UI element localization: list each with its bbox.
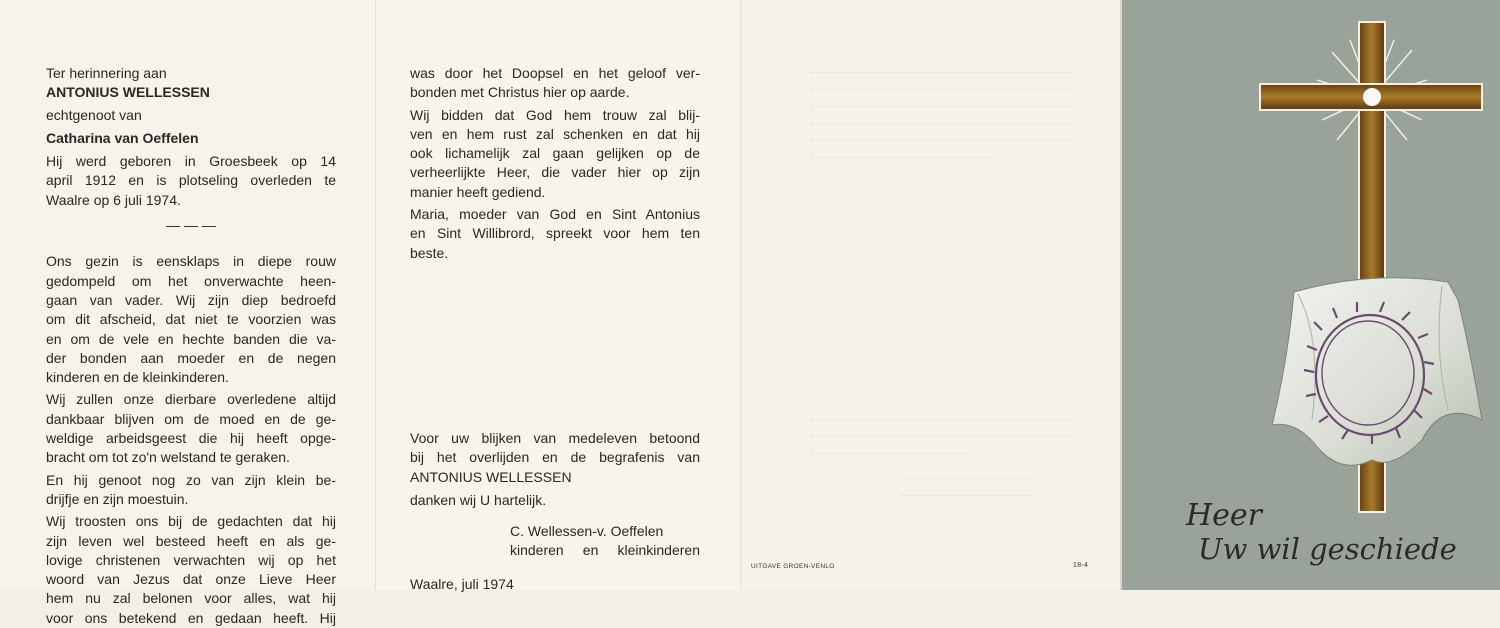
- show-through-text: [811, 58, 1071, 164]
- text-line: Maria, moeder van God en Sint Antonius: [410, 206, 700, 223]
- text-line: kinderen en de kleinkinderen.: [46, 369, 229, 386]
- text-line: bij het overlijden en de begrafenis van: [410, 449, 700, 466]
- deceased-name: ANTONIUS WELLESSEN: [46, 84, 210, 101]
- relation-line: echtgenoot van: [46, 106, 142, 123]
- card-cover: [1120, 0, 1500, 590]
- text-line: en om de vele en hechte banden die va-: [46, 330, 336, 347]
- paragraph-saints: [410, 205, 700, 263]
- text-line: der bonden aan moeder en de negen: [46, 349, 336, 366]
- birth-paragraph: [46, 152, 336, 210]
- text-line: Wij troosten ons bij de gedachten dat hij: [46, 513, 336, 530]
- cross-illustration: [1122, 0, 1500, 590]
- text-line: dankbaar blijven om de moed en de ge-: [46, 410, 336, 427]
- text-line: woord van Jezus dat onze Lieve Heer: [46, 571, 336, 588]
- text-line: bracht om tot zo'n welstand te geraken.: [46, 449, 290, 466]
- text-line: manier heeft gediend.: [410, 183, 546, 200]
- text-line: om dit afscheid, dat niet te voorzien was: [46, 311, 336, 328]
- text-line: verheerlijkte Heer, die vader hier op zijn: [410, 164, 700, 181]
- memorial-text-column-continued: [410, 64, 700, 594]
- text-line: Voor uw blijken van medeleven betoond: [410, 429, 700, 446]
- thanks-block: [410, 429, 700, 510]
- signature-block: [410, 522, 700, 561]
- spouse-name: Catharina van Oeffelen: [46, 129, 199, 146]
- text-line: gaan van vader. Wij zijn diep bedroefd: [46, 291, 336, 308]
- text-line: was door het Doopsel en het geloof ver-: [410, 65, 700, 81]
- text-line: Wij bidden dat God hem trouw zal blij-: [410, 106, 700, 123]
- cover-script-wil: Uw wil geschiede: [1198, 532, 1457, 566]
- text-line: danken wij U hartelijk.: [410, 491, 547, 508]
- text-line: bonden met Christus hier op aarde.: [410, 84, 630, 101]
- card-panel-left: [0, 0, 375, 626]
- text-line: beste.: [410, 244, 449, 261]
- card-code: 18-4: [1073, 562, 1089, 569]
- text-line: hem nu zal belonen voor alles, wat hij: [46, 590, 336, 607]
- text-line: weldige arbeidsgeest die hij heeft opge-: [46, 430, 336, 447]
- text-line: en Sint Willibrord, spreekt voor hem ten: [410, 225, 700, 242]
- publisher-imprint: UITGAVE GROEN-VENLO: [751, 563, 835, 570]
- paragraph-baptism: [410, 64, 700, 103]
- text-line: lovige christenen verwachten wij op het: [46, 551, 336, 568]
- paragraph-grief: [46, 252, 336, 387]
- signature-line: C. Wellessen-v. Oeffelen: [510, 523, 664, 540]
- text-line: gedompeld om het onverwachte heen-: [46, 272, 336, 289]
- text-line: Hij werd geboren in Groesbeek op 14: [46, 153, 336, 170]
- cover-script-heer: Heer: [1186, 498, 1263, 533]
- paragraph-faith: [46, 512, 336, 628]
- place-date: Waalre, juli 1974: [410, 575, 514, 592]
- separator: — — —: [166, 217, 216, 234]
- signature-line: kinderen en kleinkinderen: [510, 542, 700, 559]
- paragraph-gratitude: [46, 390, 336, 467]
- text-line: ven en hem rust zal schenken en dat hij: [410, 125, 700, 142]
- card-panel-center-left: [375, 0, 740, 590]
- text-line: Waalre op 6 juli 1974.: [46, 191, 181, 208]
- text-line: drijfje en zijn moestuin.: [46, 490, 189, 507]
- text-line: voor ons betekend en gedaan heeft. Hij: [46, 609, 336, 626]
- memorial-text-column: [46, 64, 336, 628]
- text-line: zijn leven wel besteed heeft en als ge-: [46, 532, 336, 549]
- paragraph-prayer: [410, 106, 700, 202]
- text-line: ook lichamelijk zal gaan gelijken op de: [410, 145, 700, 162]
- text-line: april 1912 en is plotseling overleden te: [46, 172, 336, 189]
- intro-line: Ter herinnering aan: [46, 65, 167, 81]
- text-line: Ons gezin is eensklaps in diepe rouw: [46, 253, 336, 270]
- card-panel-back: [740, 0, 1120, 590]
- paragraph-garden: [46, 471, 336, 510]
- thanks-name: ANTONIUS WELLESSEN: [410, 468, 572, 485]
- text-line: En hij genoot nog zo van zijn klein be-: [46, 471, 336, 488]
- show-through-text-lower: [811, 405, 1071, 502]
- text-line: Wij zullen onze dierbare overledene altijd: [46, 391, 336, 408]
